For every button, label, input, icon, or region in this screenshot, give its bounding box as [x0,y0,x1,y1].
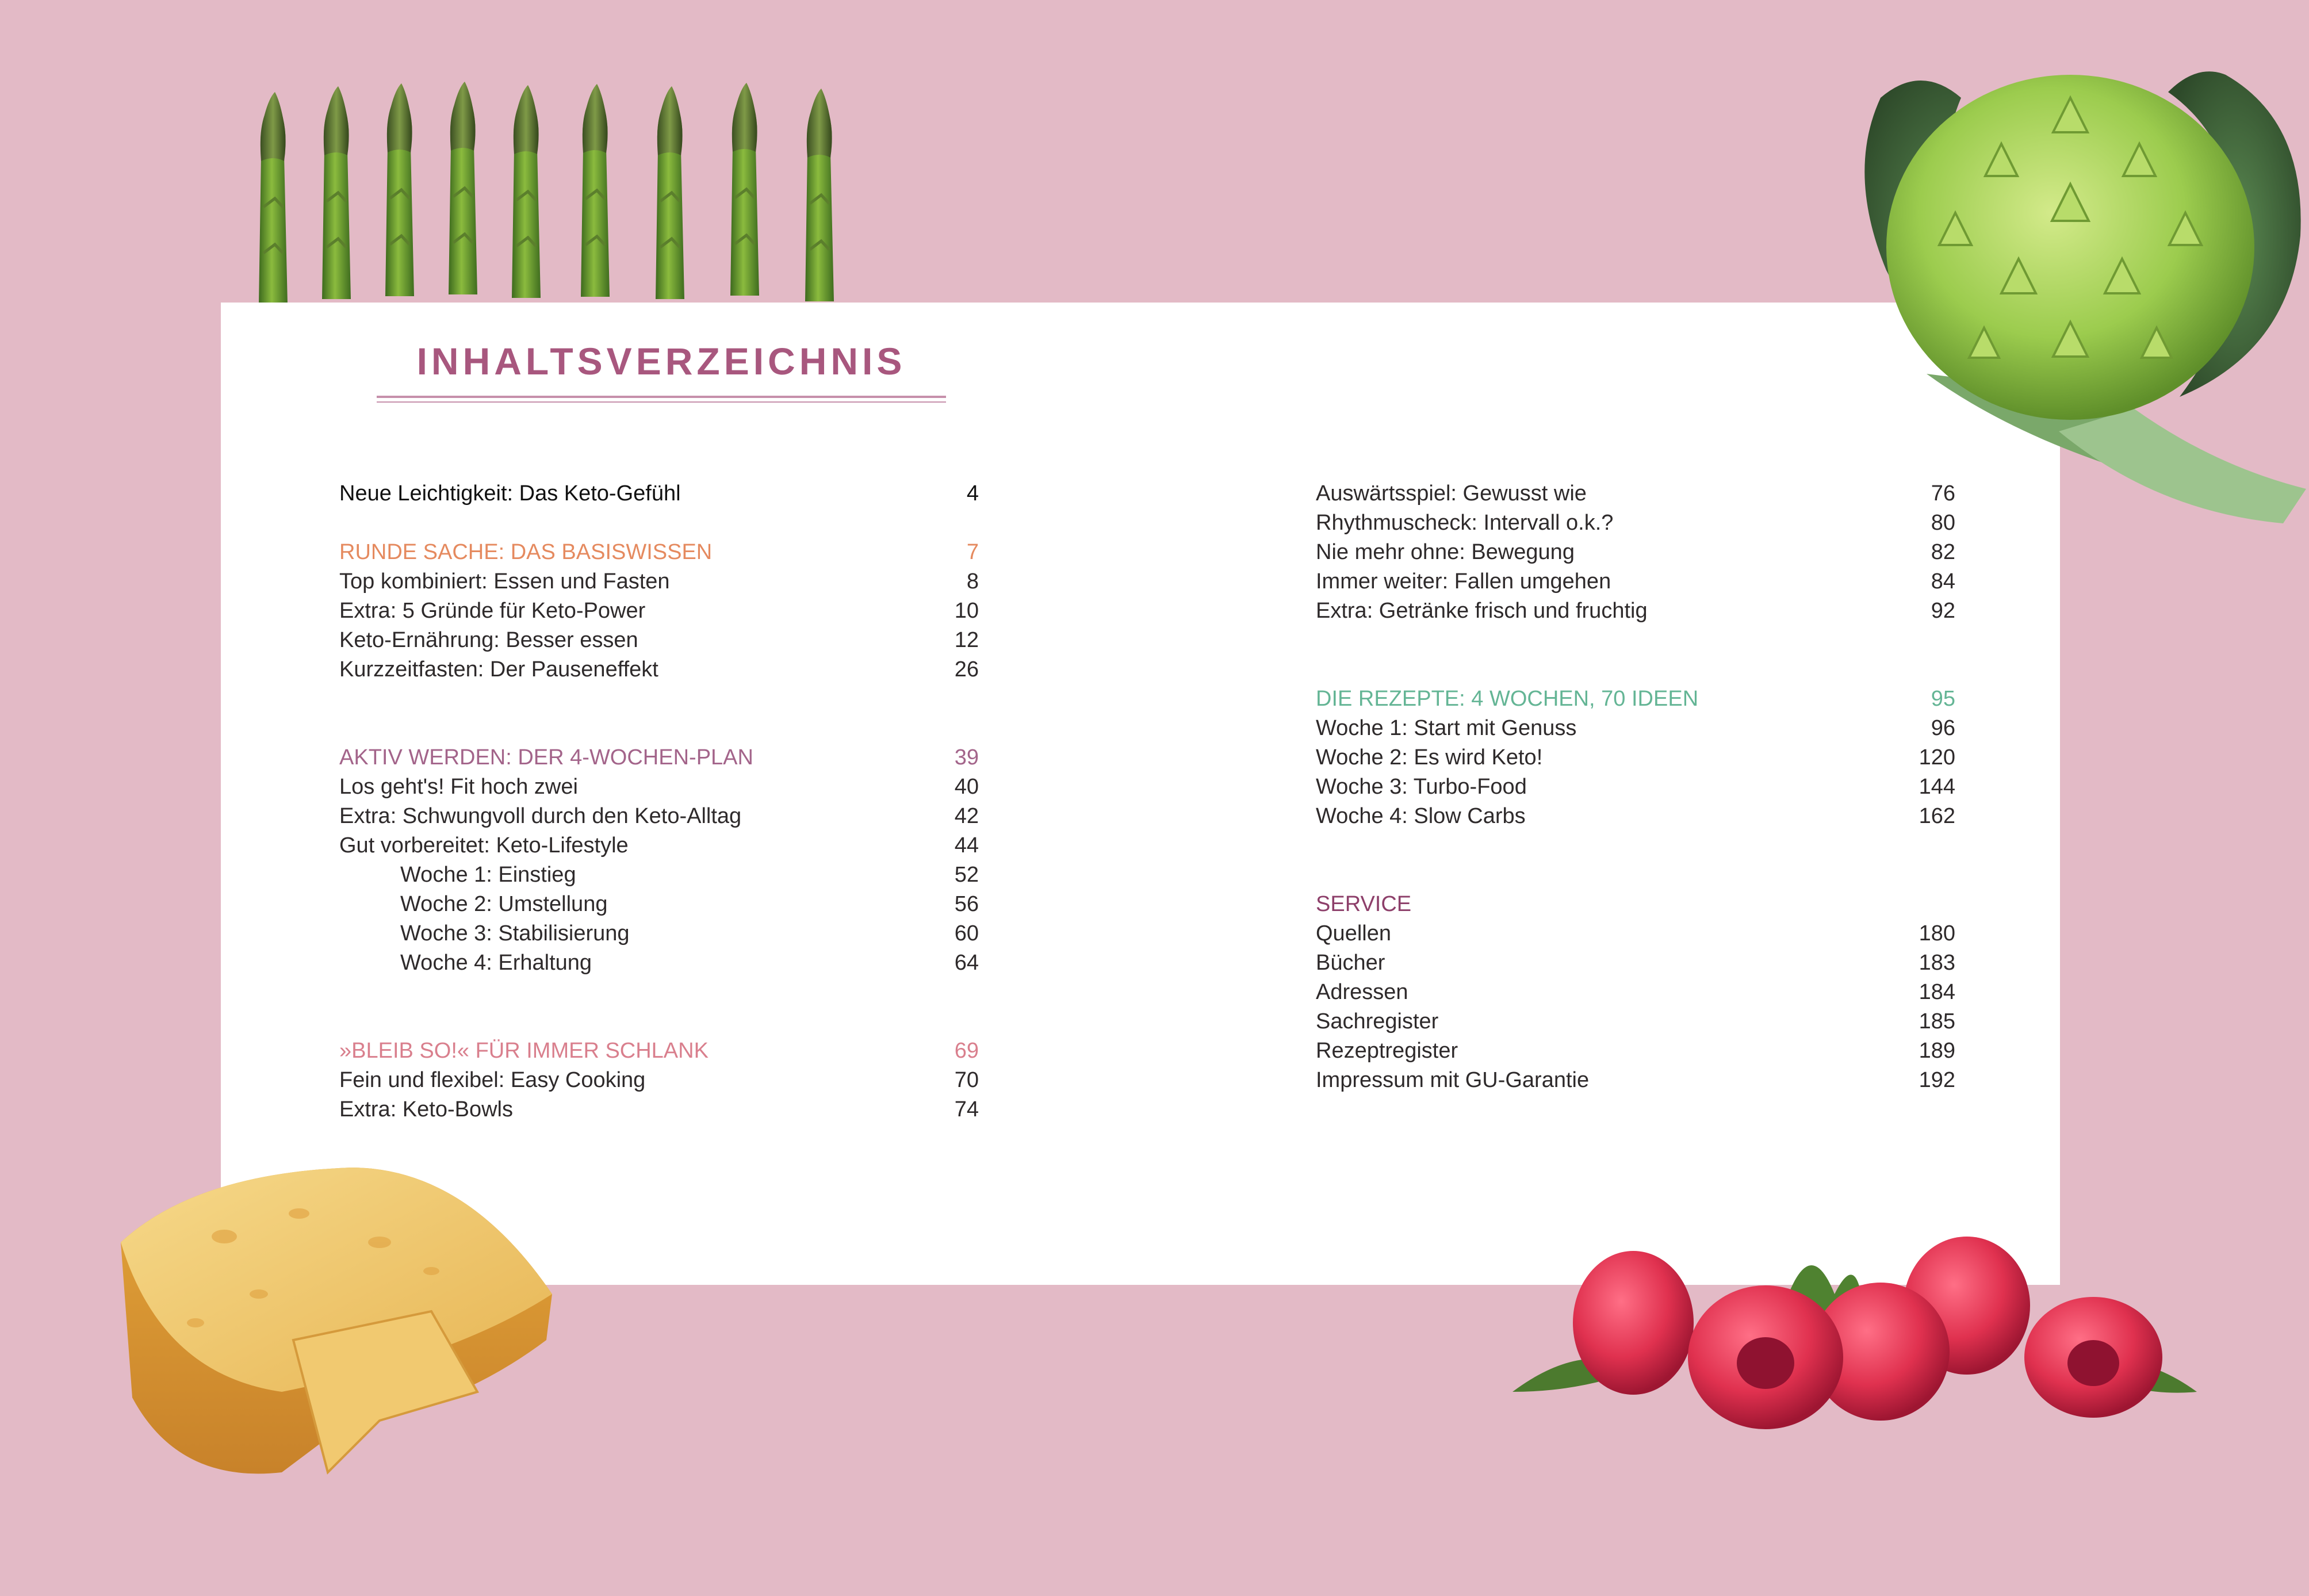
toc-entry-label: Kurzzeitfasten: Der Pauseneffekt [339,657,658,682]
toc-entry-label: Rezeptregister [1316,1039,1458,1063]
toc-page-number: 80 [1931,511,1955,535]
toc-spacer [1316,831,1955,890]
toc-section-heading [339,743,979,772]
toc-page-number: 82 [1931,540,1955,564]
toc-entry [339,860,979,890]
toc-page-number: 26 [954,657,979,682]
toc-page-number: 12 [954,628,979,652]
toc-page-number: 52 [954,863,979,887]
toc-entry-label: Auswärtsspiel: Gewusst wie [1316,481,1587,506]
toc-entry-label: Extra: Keto-Bowls [339,1097,513,1122]
toc-page-number: 74 [954,1097,979,1122]
toc-entry [339,890,979,919]
toc-section-heading [339,538,979,567]
toc-entry [339,1066,979,1095]
toc-page-number: 56 [954,892,979,916]
raspberries-image [1512,1225,2203,1444]
toc-page-number: 120 [1919,745,1955,770]
toc-entry-label: Los geht's! Fit hoch zwei [339,775,578,799]
toc-spacer [339,684,979,743]
toc-entry-label: Nie mehr ohne: Bewegung [1316,540,1575,564]
toc-entry [1316,596,1955,626]
toc-page-number: 40 [954,775,979,799]
toc-page-number: 184 [1919,980,1955,1004]
toc-entry [339,772,979,802]
toc-entry-label: Neue Leichtigkeit: Das Keto-Gefühl [339,481,681,506]
toc-page-number: 144 [1919,775,1955,799]
page-title: INHALTSVERZEICHNIS [416,340,906,382]
toc-entry-label: Bücher [1316,951,1385,975]
toc-spacer [339,978,979,1036]
toc-entry [339,655,979,684]
toc-entry-label: Adressen [1316,980,1408,1004]
toc-entry [339,948,979,978]
toc-page-number: 8 [966,569,979,594]
toc-entry [1316,948,1955,978]
toc-entry [1316,978,1955,1007]
toc-page-number: 69 [954,1039,979,1063]
toc-page-number: 64 [954,951,979,975]
toc-entry [339,596,979,626]
toc-page-number: 183 [1919,951,1955,975]
toc-page-number: 10 [954,599,979,623]
toc-entry-label: Woche 2: Es wird Keto! [1316,745,1543,770]
toc-entry [1316,1007,1955,1036]
toc-page-number: 60 [954,921,979,946]
toc-entry-label: AKTIV WERDEN: DER 4-WOCHEN-PLAN [339,745,753,770]
toc-page-number: 44 [954,833,979,858]
toc-page-number: 70 [954,1068,979,1092]
toc-entry-label: RUNDE SACHE: DAS BASISWISSEN [339,540,713,564]
toc-entry-label: Woche 2: Umstellung [400,892,608,916]
toc-entry-label: Top kombiniert: Essen und Fasten [339,569,670,594]
toc-entry-label: Woche 4: Erhaltung [400,951,592,975]
toc-entry [339,626,979,655]
toc-page-number: 180 [1919,921,1955,946]
toc-entry-label: Woche 1: Einstieg [400,863,576,887]
toc-entry-label: »BLEIB SO!« FÜR IMMER SCHLANK [339,1039,709,1063]
toc-entry [339,802,979,831]
toc-entry [1316,919,1955,948]
toc-section-heading [1316,890,1955,919]
toc-entry-label: Extra: 5 Gründe für Keto-Power [339,599,646,623]
toc-entry-label: Quellen [1316,921,1391,946]
toc-spacer [339,508,979,538]
toc-entry [339,1095,979,1124]
toc-page-number: 84 [1931,569,1955,594]
toc-page-number: 7 [966,540,979,564]
toc-entry [1316,772,1955,802]
toc-entry [339,479,979,508]
toc-entry-label: DIE REZEPTE: 4 WOCHEN, 70 IDEEN [1316,687,1699,711]
toc-page-number: 96 [1931,716,1955,740]
toc-entry-label: Impressum mit GU-Garantie [1316,1068,1590,1092]
toc-page-number: 185 [1919,1009,1955,1034]
romanesco-image [1812,29,2309,523]
toc-page-number: 92 [1931,599,1955,623]
toc-right-column [1316,479,1955,1095]
toc-entry [1316,802,1955,831]
title-block [377,338,946,384]
toc-entry-label: Immer weiter: Fallen umgehen [1316,569,1611,594]
toc-spacer [1316,626,1955,684]
toc-entry-label: Keto-Ernährung: Besser essen [339,628,638,652]
toc-page-number: 192 [1919,1068,1955,1092]
toc-entry [1316,538,1955,567]
toc-entry-label: Rhythmuscheck: Intervall o.k.? [1316,511,1614,535]
toc-entry-label: Woche 4: Slow Carbs [1316,804,1526,828]
toc-entry [1316,1066,1955,1095]
toc-entry-label: Sachregister [1316,1009,1439,1034]
toc-page-number: 4 [966,481,979,506]
title-underline-thin [377,401,946,403]
toc-page-number: 39 [954,745,979,770]
toc-page-number: 189 [1919,1039,1955,1063]
title-underline [377,396,946,398]
toc-entry [339,831,979,860]
toc-entry-label: Woche 3: Stabilisierung [400,921,630,946]
toc-entry-label: SERVICE [1316,892,1412,916]
toc-entry [1316,1036,1955,1066]
toc-page-number: 162 [1919,804,1955,828]
asparagus-image [242,69,932,305]
toc-left-column [339,479,979,1124]
toc-entry [339,919,979,948]
toc-entry-label: Woche 1: Start mit Genuss [1316,716,1577,740]
toc-entry [339,567,979,596]
toc-entry [1316,743,1955,772]
toc-section-heading [339,1036,979,1066]
toc-entry-label: Extra: Getränke frisch und fruchtig [1316,599,1648,623]
toc-page-number: 95 [1931,687,1955,711]
toc-page-number: 76 [1931,481,1955,506]
toc-entry-label: Extra: Schwungvoll durch den Keto-Alltag [339,804,742,828]
toc-entry-label: Woche 3: Turbo-Food [1316,775,1527,799]
cheese-image [109,1150,569,1507]
toc-entry-label: Gut vorbereitet: Keto-Lifestyle [339,833,629,858]
toc-entry-label: Fein und flexibel: Easy Cooking [339,1068,646,1092]
toc-section-heading [1316,684,1955,714]
toc-entry [1316,714,1955,743]
toc-entry [1316,567,1955,596]
toc-page-number: 42 [954,804,979,828]
